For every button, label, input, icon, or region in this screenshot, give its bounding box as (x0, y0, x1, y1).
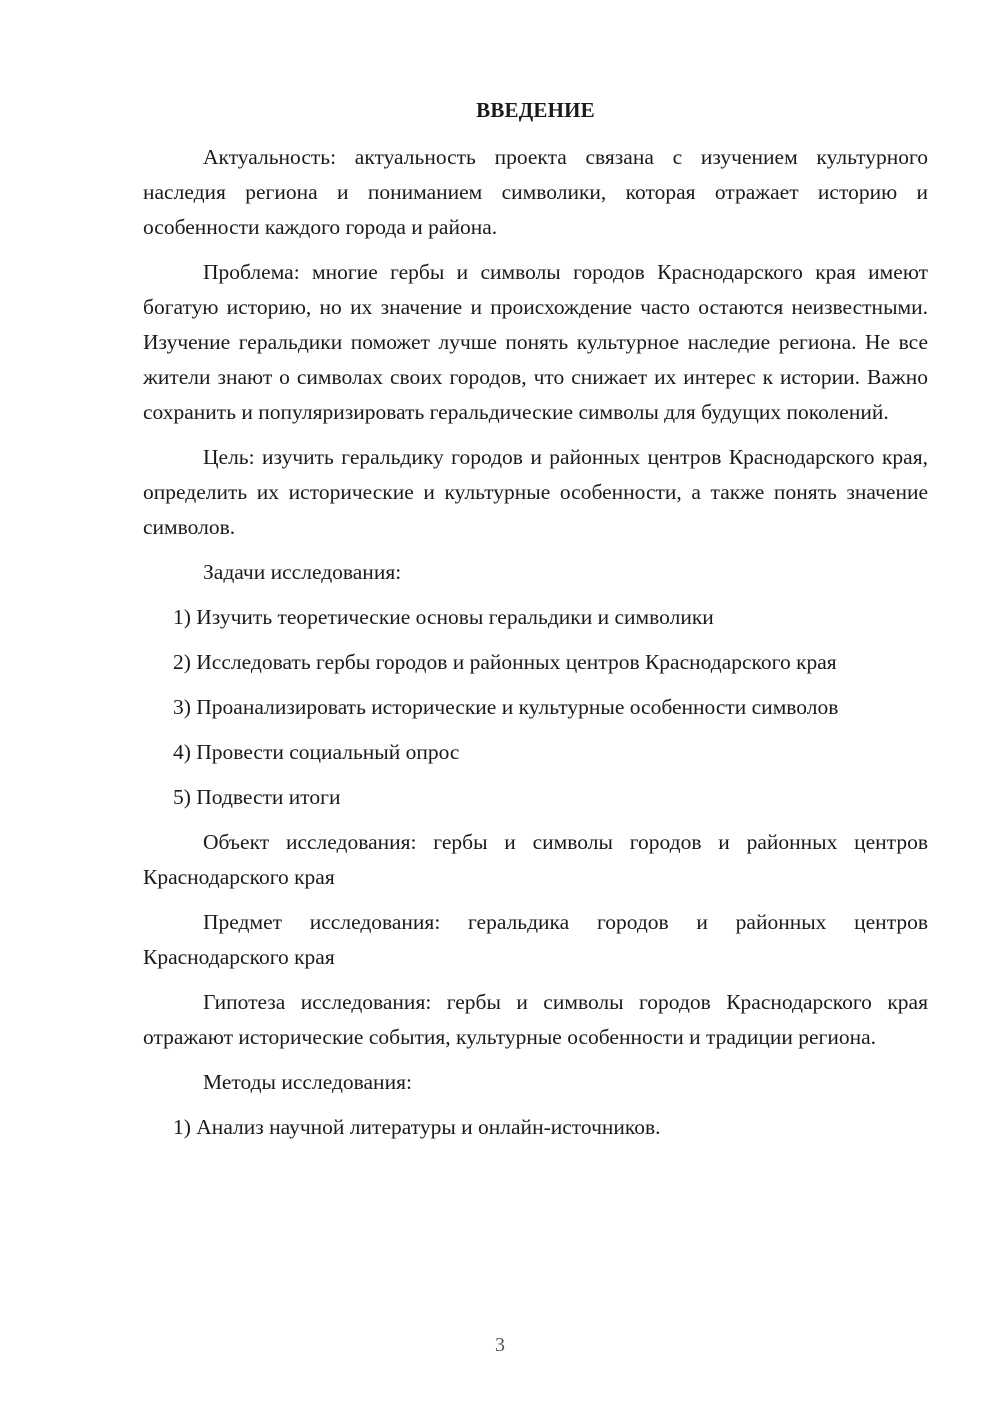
task-item-5: 5) Подвести итоги (173, 785, 341, 809)
methods-heading: Методы исследования: (203, 1070, 412, 1094)
task-item-3: 3) Проанализировать исторические и культурные особенности символов (173, 695, 839, 719)
method-item-1: 1) Анализ научной литературы и онлайн-источников. (173, 1115, 661, 1139)
object-paragraph: Объект исследования: гербы и символы городов и районных центров Краснодарского края (143, 830, 928, 889)
problem-paragraph: Проблема: многие гербы и символы городов Краснодарского края имеют богатую историю, но их значение и происхождение часто остаются неизвестными. Изучение геральдики поможет лучше понять культурное наследие региона. Не все жители знают о символах своих городов, что снижает их интерес к истории. Важно сохранить и популяризировать геральдические символы для будущих поколений. (143, 260, 928, 424)
task-item-2: 2) Исследовать гербы городов и районных центров Краснодарского края (173, 650, 837, 674)
task-item-1: 1) Изучить теоретические основы геральдики и символики (173, 605, 714, 629)
task-item-4: 4) Провести социальный опрос (173, 740, 460, 764)
subject-paragraph: Предмет исследования: геральдика городов и районных центров Краснодарского края (143, 910, 928, 969)
hypothesis-paragraph: Гипотеза исследования: гербы и символы городов Краснодарского края отражают исторические события, культурные особенности и традиции региона. (143, 990, 928, 1049)
relevance-paragraph: Актуальность: актуальность проекта связана с изучением культурного наследия региона и пониманием символики, которая отражает историю и особенности каждого города и района. (143, 145, 928, 239)
section-title: ВВЕДЕНИЕ (476, 98, 595, 122)
tasks-heading: Задачи исследования: (203, 560, 402, 584)
document-page (143, 92, 928, 1155)
page-number: 3 (495, 1334, 505, 1356)
goal-paragraph: Цель: изучить геральдику городов и районных центров Краснодарского края, определить их исторические и культурные особенности, а также понять значение символов. (143, 445, 928, 539)
